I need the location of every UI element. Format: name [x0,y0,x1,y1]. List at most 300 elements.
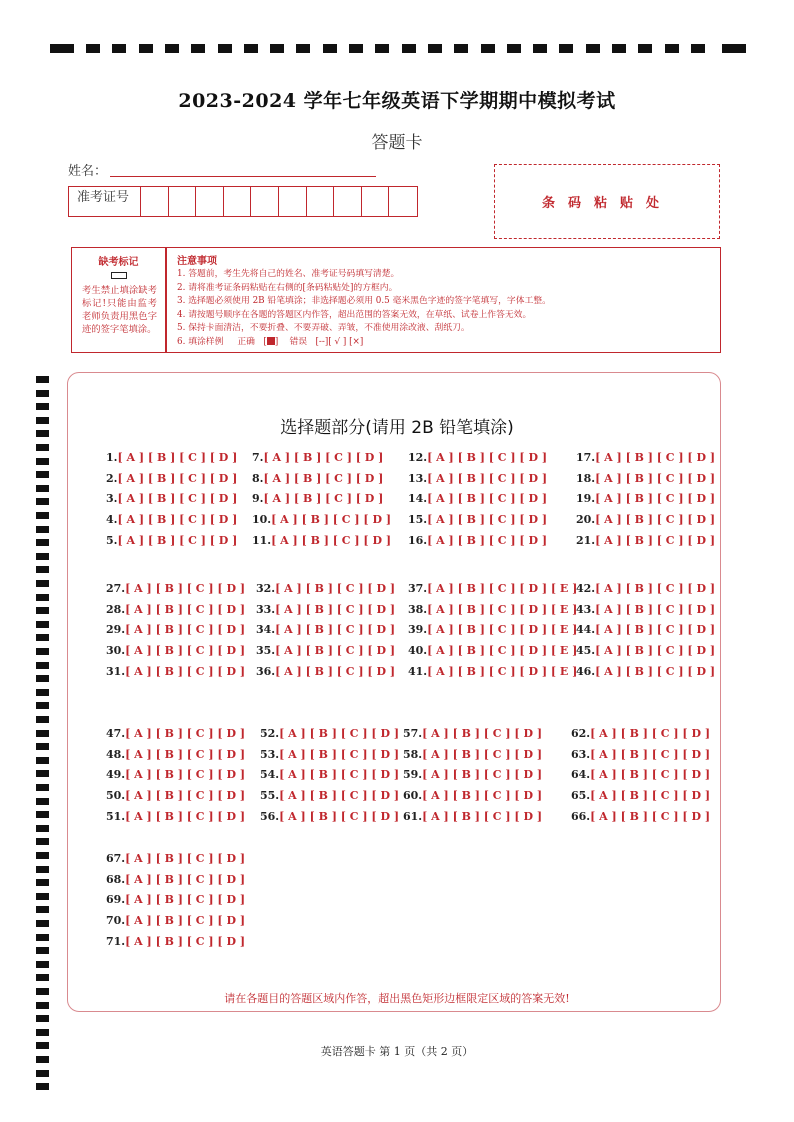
question-47[interactable] [106,727,245,740]
exam-id-cell[interactable] [196,187,224,216]
exam-id-cell[interactable] [251,187,279,216]
timing-mark [36,811,49,818]
question-1[interactable] [106,451,237,464]
question-20[interactable] [576,513,715,526]
question-3[interactable] [106,492,237,505]
answer-bubbles[interactable]: [ A ] [ B ] [ C ] [ D ] [279,747,400,761]
notes-item: 2. 请将准考证条码粘贴在右侧的[条码粘贴处]的方框内。 [177,282,398,293]
question-59[interactable] [403,768,542,781]
timing-mark [36,662,49,669]
question-61[interactable] [403,810,542,823]
timing-mark [139,44,153,53]
question-46[interactable] [576,665,715,678]
section-title: 选择题部分(请用 2B 铅笔填涂) [280,418,514,438]
question-71[interactable] [106,935,245,948]
sample-label: 6. 填涂样例 [177,336,224,347]
question-44[interactable] [576,623,715,636]
notes-item: 1. 答题前，考生先将自己的姓名、准考证号码填写清楚。 [177,269,400,279]
answer-bubbles[interactable]: [ A ] [ B ] [ C ] [ D ] [595,664,716,678]
question-41[interactable] [408,665,577,678]
question-37[interactable] [408,582,577,595]
question-number: 34. [256,623,276,637]
question-number: 19. [576,492,596,506]
answer-bubbles[interactable]: [ A ] [ B ] [ C ] [ D ] [422,809,543,823]
question-number: 53. [260,747,280,761]
absent-mark-box [71,247,166,353]
question-11[interactable] [252,534,391,547]
answer-bubbles[interactable]: [ A ] [ B ] [ C ] [ D ] [271,533,392,547]
question-56[interactable] [260,810,399,823]
question-number: 57. [403,727,423,740]
barcode-label: 条码粘贴处 [541,196,672,211]
timing-mark [50,44,74,53]
exam-id-cell[interactable] [279,187,307,216]
question-62[interactable] [571,727,710,740]
question-53[interactable] [260,748,399,761]
question-number: 48. [106,747,126,761]
question-51[interactable] [106,810,245,823]
timing-mark [559,44,573,53]
question-69[interactable] [106,893,245,906]
timing-mark [454,44,468,53]
question-12[interactable] [408,451,547,464]
question-55[interactable] [260,789,399,802]
notes-item: 3. 选择题必须使用 2B 铅笔填涂；非选择题必须用 0.5 毫米黑色字迹的签字笔填写，字体工整。 [177,296,551,306]
answer-bubbles[interactable]: [ A ] [ B ] [ C ] [ D ] [125,644,246,658]
question-27[interactable] [106,582,245,595]
timing-mark [722,44,746,53]
question-68[interactable] [106,873,245,886]
timing-mark [36,716,49,723]
answer-bubbles[interactable]: [ A ] [ B ] [ C ] [ D ] [117,492,238,506]
notes-item: 4. 请按题号顺序在各题的答题区内作答，超出范围的答案无效，在草纸、试卷上作答无效。 [177,309,532,320]
answer-bubbles[interactable]: [ A ] [ B ] [ C ] [ D ] [117,471,238,485]
answer-bubbles[interactable]: [ A ] [ B ] [ C ] [ D ] [125,623,246,637]
answer-bubbles[interactable]: [ A ] [ B ] [ C ] [ D ] [ E ] [427,664,578,678]
top-timing-marks [50,44,746,56]
question-number: 46. [576,664,596,678]
answer-bubbles[interactable]: [ A ] [ B ] [ C ] [ D ] [125,582,246,595]
question-66[interactable] [571,810,710,823]
question-45[interactable] [576,644,715,657]
answer-bubbles[interactable]: [ A ] [ B ] [ C ] [ D ] [595,533,716,547]
question-34[interactable] [256,623,395,636]
timing-mark [244,44,258,53]
wrong-marks: [--][ √ ] [×] [315,336,364,347]
answer-bubbles[interactable]: [ A ] [ B ] [ C ] [ D ] [279,768,400,782]
timing-mark [36,798,49,805]
timing-mark [36,974,49,981]
question-39[interactable] [408,623,577,636]
answer-bubbles[interactable]: [ A ] [ B ] [ C ] [ D ] [263,451,384,464]
timing-mark [36,485,49,492]
question-57[interactable] [403,727,542,740]
question-9[interactable] [252,492,383,505]
question-70[interactable] [106,914,245,927]
answer-bubbles[interactable]: [ A ] [ B ] [ C ] [ D ] [427,451,548,464]
exam-id-label: 准考证号 [69,187,141,216]
question-number: 63. [571,747,591,761]
answer-bubbles[interactable]: [ A ] [ B ] [ C ] [ D ] [271,513,392,527]
timing-mark [507,44,521,53]
answer-bubbles[interactable]: [ A ] [ B ] [ C ] [ D ] [ E ] [427,623,578,637]
timing-mark [36,403,49,410]
page-subtitle: 答题卡 [371,133,423,153]
question-number: 62. [571,727,591,740]
question-number: 3. [106,492,118,506]
timing-mark [665,44,679,53]
page-number: 英语答题卡 第 1 页（共 2 页） [320,1045,474,1058]
answer-bubbles[interactable]: [ A ] [ B ] [ C ] [ D ] [422,789,543,803]
question-number: 1. [106,451,118,464]
timing-mark [112,44,126,53]
question-63[interactable] [571,748,710,761]
timing-mark [36,689,49,696]
absent-mark-checkbox[interactable] [111,272,127,279]
question-number: 45. [576,644,596,658]
timing-mark [36,852,49,859]
question-60[interactable] [403,789,542,802]
question-number: 33. [256,602,276,616]
timing-mark [36,634,49,641]
exam-id-cell[interactable] [224,187,252,216]
answer-bubbles[interactable]: [ A ] [ B ] [ C ] [ D ] [275,623,396,637]
timing-mark [36,1070,49,1077]
question-number: 13. [408,471,428,485]
question-8[interactable] [252,472,383,485]
question-number: 58. [403,747,423,761]
answer-bubbles[interactable]: [ A ] [ B ] [ C ] [ D ] [125,893,246,907]
question-number: 36. [256,664,276,678]
question-36[interactable] [256,665,395,678]
question-58[interactable] [403,748,542,761]
question-number: 67. [106,852,126,865]
question-32[interactable] [256,582,395,595]
timing-mark [36,757,49,764]
answer-bubbles[interactable]: [ A ] [ B ] [ C ] [ D ] [279,789,400,803]
question-52[interactable] [260,727,399,740]
answer-bubbles[interactable]: [ A ] [ B ] [ C ] [ D ] [590,768,711,782]
left-timing-marks [36,376,50,1121]
exam-id-cell[interactable] [334,187,362,216]
question-number: 60. [403,789,423,803]
answer-bubbles[interactable]: [ A ] [ B ] [ C ] [ D ] [117,533,238,547]
question-number: 39. [408,623,428,637]
question-number: 7. [252,451,264,464]
timing-mark [36,947,49,954]
exam-id-cell[interactable] [389,187,417,216]
question-number: 35. [256,644,276,658]
question-number: 51. [106,809,126,823]
answer-bubbles[interactable]: [ A ] [ B ] [ C ] [ D ] [125,914,246,928]
timing-mark [36,961,49,968]
answer-bubbles[interactable]: [ A ] [ B ] [ C ] [ D ] [427,492,548,506]
answer-bubbles[interactable]: [ A ] [ B ] [ C ] [ D ] [117,451,238,464]
timing-mark [36,607,49,614]
answer-bubbles[interactable]: [ A ] [ B ] [ C ] [ D ] [595,602,716,616]
question-number: 31. [106,664,126,678]
timing-mark [36,1015,49,1022]
question-number: 61. [403,809,423,823]
answer-bubbles[interactable]: [ A ] [ B ] [ C ] [ D ] [125,768,246,782]
correct-label: 正确 [237,336,255,347]
answer-bubbles[interactable]: [ A ] [ B ] [ C ] [ D ] [125,747,246,761]
exam-id-cell[interactable] [141,187,169,216]
question-number: 28. [106,602,126,616]
timing-mark [86,44,100,53]
question-16[interactable] [408,534,547,547]
timing-mark [323,44,337,53]
question-number: 15. [408,513,428,527]
question-number: 52. [260,727,280,740]
answer-bubbles[interactable]: [ A ] [ B ] [ C ] [ D ] [595,451,716,464]
question-number: 37. [408,582,428,595]
name-field[interactable] [110,176,376,177]
question-42[interactable] [576,582,715,595]
timing-mark [36,458,49,465]
question-number: 18. [576,471,596,485]
question-number: 43. [576,602,596,616]
notes-title: 注意事项 [177,256,217,267]
question-number: 66. [571,809,591,823]
answer-bubbles[interactable]: [ A ] [ B ] [ C ] [ D ] [125,934,246,948]
question-number: 10. [252,513,272,527]
question-17[interactable] [576,451,715,464]
timing-mark [349,44,363,53]
answer-bubbles[interactable]: [ A ] [ B ] [ C ] [ D ] [595,492,716,506]
barcode-area [494,164,720,239]
question-14[interactable] [408,492,547,505]
timing-mark [402,44,416,53]
question-number: 8. [252,471,264,485]
timing-mark [191,44,205,53]
question-number: 27. [106,582,126,595]
timing-mark [691,44,705,53]
timing-mark [36,784,49,791]
timing-mark [36,934,49,941]
answer-bubbles[interactable]: [ A ] [ B ] [ C ] [ D ] [590,789,711,803]
question-number: 29. [106,623,126,637]
question-number: 54. [260,768,280,782]
question-number: 59. [403,768,423,782]
timing-mark [36,553,49,560]
answer-bubbles[interactable]: [ A ] [ B ] [ C ] [ D ] [422,727,543,740]
answer-bubbles[interactable]: [ A ] [ B ] [ C ] [ D ] [263,492,384,506]
answer-bubbles[interactable]: [ A ] [ B ] [ C ] [ D ] [275,644,396,658]
question-64[interactable] [571,768,710,781]
question-number: 42. [576,582,596,595]
question-49[interactable] [106,768,245,781]
question-13[interactable] [408,472,547,485]
notes-box [166,247,721,353]
question-number: 44. [576,623,596,637]
footer-warning: 请在各题目的答题区域内作答，超出黑色矩形边框限定区域的答案无效! [224,992,570,1005]
question-number: 65. [571,789,591,803]
answer-bubbles[interactable]: [ A ] [ B ] [ C ] [ D ] [595,471,716,485]
question-35[interactable] [256,644,395,657]
question-29[interactable] [106,623,245,636]
question-28[interactable] [106,603,245,616]
wrong-label: 错误 [289,336,308,347]
exam-id-field [68,186,418,217]
question-7[interactable] [252,451,383,464]
timing-mark [36,526,49,533]
question-10[interactable] [252,513,391,526]
name-label: 姓名： [68,164,108,179]
answer-bubbles[interactable]: [ A ] [ B ] [ C ] [ D ] [ E ] [427,582,578,595]
timing-mark [36,566,49,573]
absent-mark-title: 缺考标记 [98,257,139,268]
question-31[interactable] [106,665,245,678]
question-33[interactable] [256,603,395,616]
answer-bubbles[interactable]: [ A ] [ B ] [ C ] [ D ] [427,533,548,547]
answer-bubbles[interactable]: [ A ] [ B ] [ C ] [ D ] [590,727,711,740]
question-48[interactable] [106,748,245,761]
question-number: 20. [576,513,596,527]
timing-mark [428,44,442,53]
answer-bubbles[interactable]: [ A ] [ B ] [ C ] [ D ] [ E ] [427,644,578,658]
absent-mark-text: 考生禁止填涂缺考标记!只能由监考老师负责用黑色字迹的签字笔填涂。 [82,285,157,335]
question-number: 40. [408,644,428,658]
answer-bubbles[interactable]: [ A ] [ B ] [ C ] [ D ] [125,727,246,740]
answer-bubbles[interactable]: [ A ] [ B ] [ C ] [ D ] [275,602,396,616]
answer-bubbles[interactable]: [ A ] [ B ] [ C ] [ D ] [275,664,396,678]
question-number: 70. [106,914,126,928]
question-67[interactable] [106,852,245,865]
timing-mark [36,376,49,383]
timing-mark [36,702,49,709]
timing-mark [36,498,49,505]
exam-id-cell[interactable] [307,187,335,216]
timing-mark [36,879,49,886]
answer-bubbles[interactable]: [ A ] [ B ] [ C ] [ D ] [117,513,238,527]
question-38[interactable] [408,603,577,616]
answer-bubbles[interactable]: [ A ] [ B ] [ C ] [ D ] [125,602,246,616]
question-2[interactable] [106,472,237,485]
timing-mark [586,44,600,53]
timing-mark [165,44,179,53]
question-number: 2. [106,471,118,485]
answer-bubbles[interactable]: [ A ] [ B ] [ C ] [ D ] [595,644,716,658]
answer-bubbles[interactable]: [ A ] [ B ] [ C ] [ D ] [427,471,548,485]
answer-bubbles[interactable]: [ A ] [ B ] [ C ] [ D ] [125,852,246,865]
timing-mark [36,770,49,777]
question-number: 4. [106,513,118,527]
question-number: 56. [260,809,280,823]
question-40[interactable] [408,644,577,657]
answer-bubbles[interactable]: [ A ] [ B ] [ C ] [ D ] [595,623,716,637]
timing-mark [270,44,284,53]
timing-mark [375,44,389,53]
answer-bubbles[interactable]: [ A ] [ B ] [ C ] [ D ] [279,727,400,740]
timing-mark [36,920,49,927]
timing-mark [36,1083,49,1090]
timing-mark [36,621,49,628]
timing-mark [36,471,49,478]
timing-mark [36,743,49,750]
question-number: 71. [106,934,126,948]
timing-mark [218,44,232,53]
exam-id-cell[interactable] [362,187,390,216]
question-65[interactable] [571,789,710,802]
question-15[interactable] [408,513,547,526]
timing-mark [612,44,626,53]
question-number: 5. [106,533,118,547]
answer-bubbles[interactable]: [ A ] [ B ] [ C ] [ D ] [279,809,400,823]
answer-bubbles[interactable]: [ A ] [ B ] [ C ] [ D ] [125,809,246,823]
timing-mark [36,906,49,913]
timing-mark [36,893,49,900]
timing-mark [36,866,49,873]
answer-bubbles[interactable]: [ A ] [ B ] [ C ] [ D ] [125,872,246,886]
question-50[interactable] [106,789,245,802]
answer-bubbles[interactable]: [ A ] [ B ] [ C ] [ D ] [427,513,548,527]
question-number: 32. [256,582,276,595]
timing-mark [533,44,547,53]
timing-mark [36,594,49,601]
answer-bubbles[interactable]: [ A ] [ B ] [ C ] [ D ] [595,513,716,527]
question-5[interactable] [106,534,237,547]
timing-mark [36,730,49,737]
notes-item: 5. 保持卡面清洁，不要折叠、不要弄破、弄皱，不准使用涂改液、刮纸刀。 [177,323,470,333]
answer-bubbles[interactable]: [ A ] [ B ] [ C ] [ D ] [125,664,246,678]
question-number: 21. [576,533,596,547]
timing-mark [481,44,495,53]
question-number: 16. [408,533,428,547]
answer-bubbles[interactable]: [ A ] [ B ] [ C ] [ D ] [590,747,711,761]
answer-bubbles[interactable]: [ A ] [ B ] [ C ] [ D ] [595,582,716,595]
filled-sample-icon [267,337,275,345]
question-number: 38. [408,602,428,616]
question-18[interactable] [576,472,715,485]
question-30[interactable] [106,644,245,657]
question-number: 9. [252,492,264,506]
question-19[interactable] [576,492,715,505]
question-number: 14. [408,492,428,506]
question-number: 64. [571,768,591,782]
answer-bubbles[interactable]: [ A ] [ B ] [ C ] [ D ] [125,789,246,803]
question-43[interactable] [576,603,715,616]
question-21[interactable] [576,534,715,547]
answer-bubbles[interactable]: [ A ] [ B ] [ C ] [ D ] [422,747,543,761]
timing-mark [36,539,49,546]
answer-bubbles[interactable]: [ A ] [ B ] [ C ] [ D ] [422,768,543,782]
question-number: 17. [576,451,596,464]
timing-mark [36,648,49,655]
question-number: 69. [106,893,126,907]
timing-mark [36,1029,49,1036]
question-number: 68. [106,872,126,886]
timing-mark [296,44,310,53]
question-number: 49. [106,768,126,782]
exam-id-cell[interactable] [169,187,197,216]
timing-mark [36,580,49,587]
answer-bubbles[interactable]: [ A ] [ B ] [ C ] [ D ] [275,582,396,595]
question-number: 55. [260,789,280,803]
question-number: 47. [106,727,126,740]
answer-bubbles[interactable]: [ A ] [ B ] [ C ] [ D ] [263,471,384,485]
timing-mark [36,512,49,519]
question-number: 30. [106,644,126,658]
notes-sample-line: 6. 填涂样例 正确 [ ] 错误 [--][ √ ] [×] [177,336,364,347]
answer-bubbles[interactable]: [ A ] [ B ] [ C ] [ D ] [ E ] [427,602,578,616]
question-54[interactable] [260,768,399,781]
answer-bubbles[interactable]: [ A ] [ B ] [ C ] [ D ] [590,809,711,823]
question-number: 50. [106,789,126,803]
timing-mark [638,44,652,53]
timing-mark [36,825,49,832]
question-4[interactable] [106,513,237,526]
